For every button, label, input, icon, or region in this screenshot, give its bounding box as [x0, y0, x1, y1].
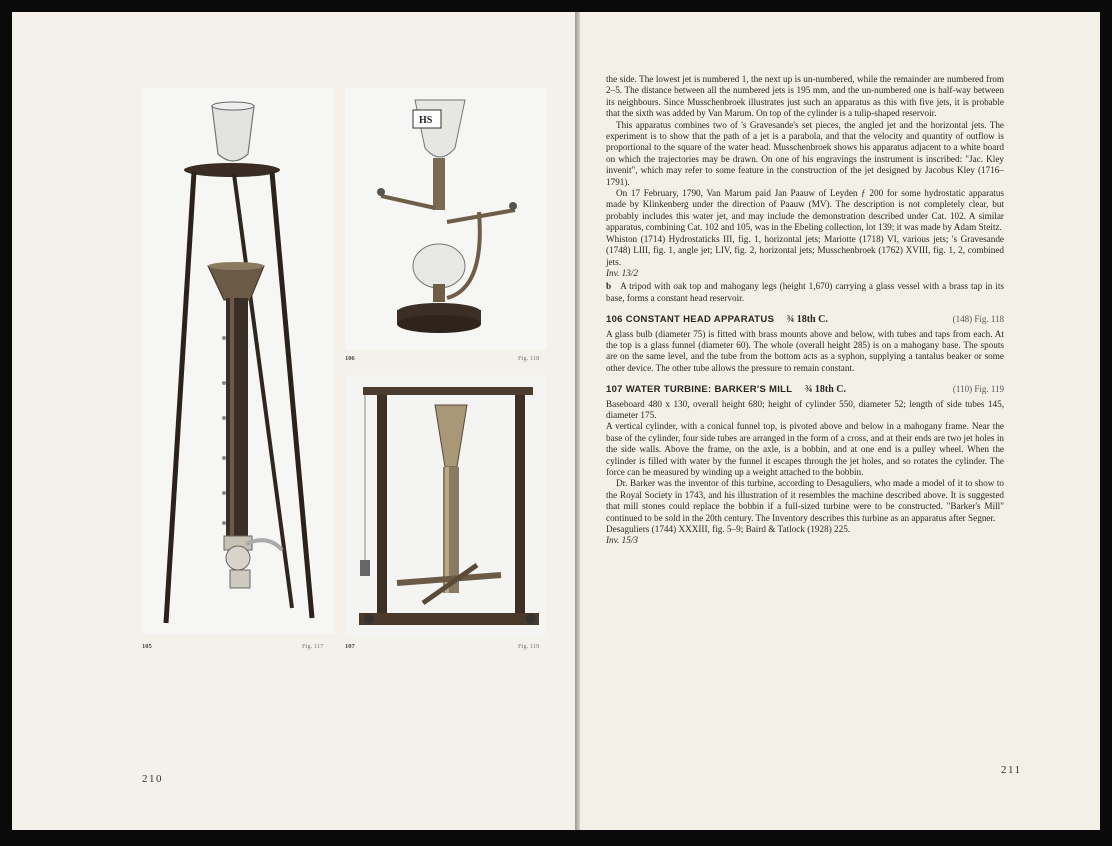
entry-107-dimensions: Baseboard 480 x 130, overall height 680; height of cylinder 550, diameter 52; length of side tubes 145, diameter 175. [606, 398, 1004, 420]
figure-105-photo [142, 88, 334, 634]
entry-107-text: Dr. Barker was the inventor of this turbine, according to Desaguliers, who made a model of it to show to the Royal Society in 1743, and his illustration of it resembles the machine described above. It is suggested that mill stones could replace the bobbin if a full-sized turbine were to be constructed. "Barker's Mill" continued to be sold in the 20th century. The Inventory describes this turbine as an apparatus after Segner. [606, 478, 1004, 523]
entry-107-date: ¾ 18th C. [804, 384, 847, 396]
constant-head-apparatus-image [345, 88, 547, 350]
water-jet-tripod-image [142, 88, 334, 634]
entry-106-text: A glass bulb (diameter 75) is fitted with brass mounts above and below, with tubes and taps from each. At the top is a glass funnel (diameter 60). The whole (overall height 285) is on a mahogany base. The spouts are on the same level, and the tube from the bottom acts as a syphon, supplying a tantalus beaker or some other device. The other tube allows the pressure to remain constant. [606, 328, 1004, 373]
entry-107-header [606, 384, 1004, 395]
figure-105-label: Fig. 117 [302, 643, 324, 650]
svg-text:HS: HS [419, 115, 433, 126]
entry-107-ref: (110) Fig. 119 [952, 384, 1004, 395]
figure-107-label: Fig. 119 [518, 643, 540, 650]
figure-106-number: 106 [345, 355, 355, 362]
figure-106-label: Fig. 118 [518, 355, 540, 362]
references-105: Whiston (1714) Hydrostaticks III, fig. 1, horizontal jets; Mariotte (1718) VI, various jets; 's Gravesande (1748) LIII, fig. 1, angle jet; LIV, fig. 2, horizontal jets; Musschenbroek (1762) XVIII, fig. 1, 2, combined jets. [606, 233, 1004, 267]
entry-106-header [606, 314, 1004, 325]
barkers-mill-image [345, 375, 547, 637]
catalogue-text-column [606, 74, 1004, 547]
entry-107-text: A vertical cylinder, with a conical funnel top, is pivoted above and below in a mahogany frame. Near the base of the cylinder, four side tubes are arranged in the form of a cross, and at their ends are two jet holes in the side walls. Above the frame, on the axle, is a bobbin, and at one end is a pulley wheel. When the cylinder is filled with water by the funnel it escapes through the jet holes, and so rotates the cylinder. The force can be measured by winding up a weight attached to the bobbin. [606, 421, 1004, 477]
figure-105-number: 105 [142, 643, 152, 650]
figure-106-photo [345, 88, 547, 350]
intro-paragraph: This apparatus combines two of 's Gravesande's set pieces, the angled jet and the horizontal jets. The experiment is to show that the path of a jet is a parabola, and that the velocity and quantity of outflow is proportional to the square of the water head. Musschenbroek shows his apparatus adjacent to a white board on which the trajectories may be drawn. On one of his engravings the instrument is inscribed: "Jac. Kley invenit", which may refer to some feature in the construction of the jet designed by Jacobus Kley (1716–1791). [606, 119, 1004, 187]
references-107: Desaguliers (1744) XXXIII, fig. 5–9; Baird & Tatlock (1928) 225. [606, 524, 851, 535]
figure-107-photo [345, 375, 547, 637]
inventory-107: Inv. 15/3 [606, 535, 638, 546]
entry-106-date: ¾ 18th C. [786, 314, 828, 326]
entry-106-title: 106 CONSTANT HEAD APPARATUS [606, 314, 775, 326]
entry-107-title: 107 WATER TURBINE: BARKER'S MILL [606, 384, 793, 396]
item-b-text: A tripod with oak top and mahogany legs (height 1,670) carrying a glass vessel with a brass tap in its base, forms a constant head reservoir. [606, 281, 1004, 303]
item-b-label: b [606, 281, 612, 292]
entry-106-ref: (148) Fig. 118 [952, 314, 1004, 325]
figure-107-number: 107 [345, 643, 355, 650]
left-page-number: 210 [142, 773, 163, 785]
inventory-105: Inv. 13/2 [606, 267, 638, 278]
intro-paragraph: the side. The lowest jet is numbered 1, the next up is un-numbered, while the remainder are numbered from 2–5. The distance between all the numbered jets is 195 mm, and the un-numbered one is half-way between its neighbours. Since Musschenbroek illustrates just such an apparatus as this with five jets, it is probable that the sixth was added by Van Marum. On top of the cylinder is a tulip-shaped reservoir. [606, 74, 1004, 119]
right-page-number: 211 [1001, 764, 1022, 776]
intro-paragraph: On 17 February, 1790, Van Marum paid Jan Paauw of Leyden ƒ 200 for some hydrostatic apparatus made by Klinkenberg under the direction of Paauw (MV). The description is not completely clear, but probably includes this water jet, and may include the demonstration described under Cat. 102. A similar apparatus, combining Cat. 102 and 105, was in the Ebeling collection, lot 139; it was made by Adam Steitz. [606, 188, 1004, 233]
